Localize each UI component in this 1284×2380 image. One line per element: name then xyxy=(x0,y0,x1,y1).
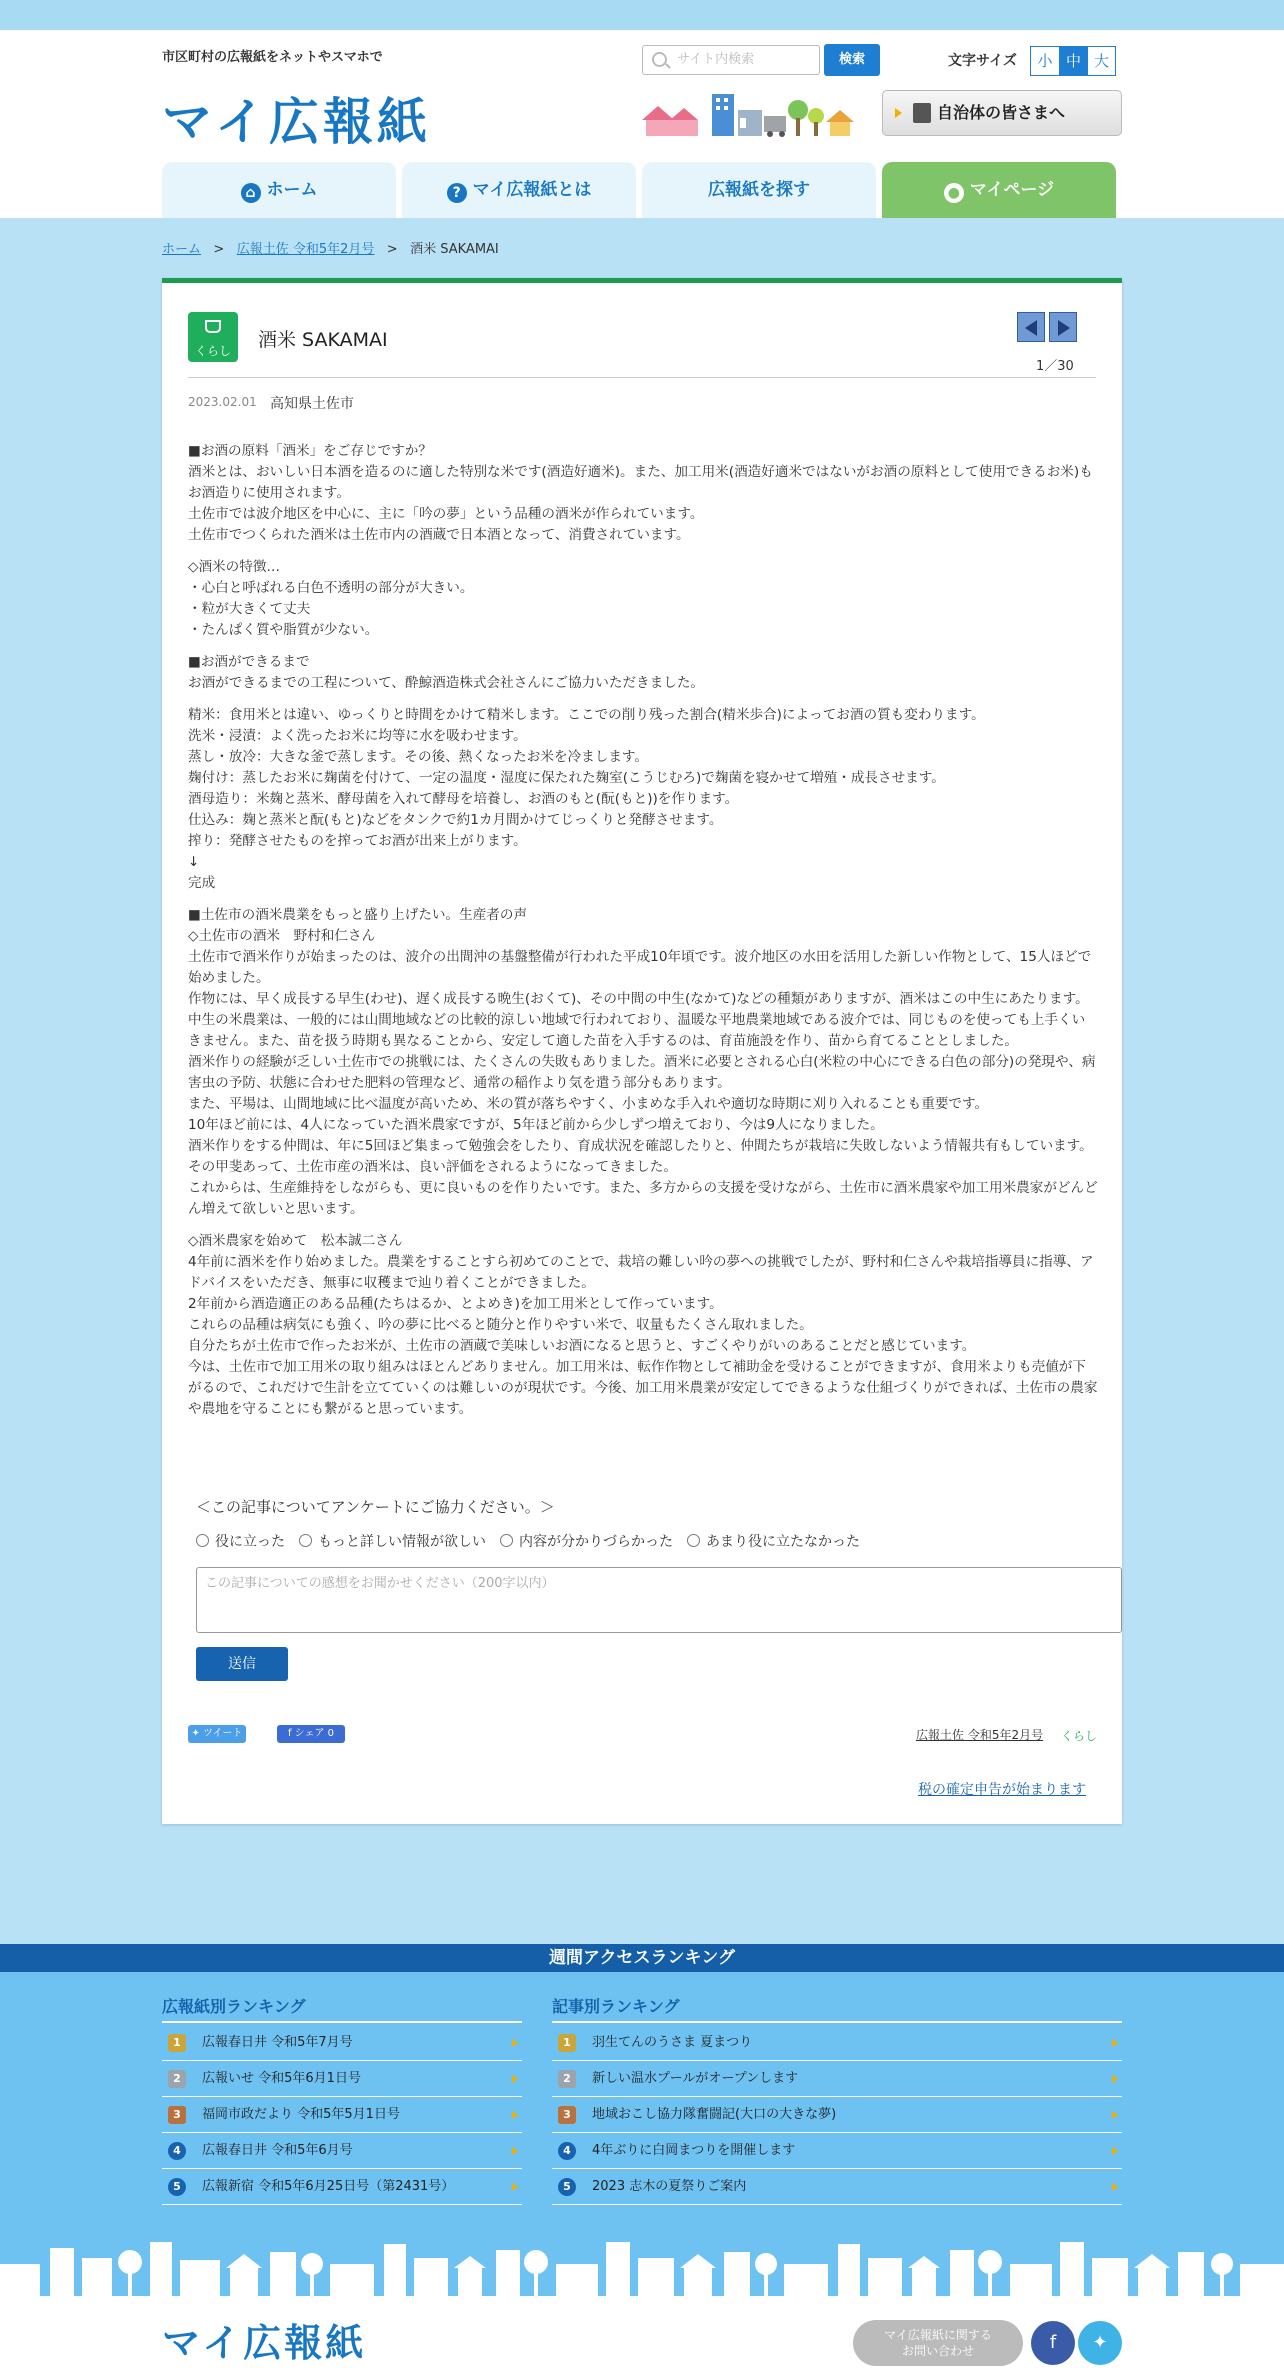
page-counter: 1／30 xyxy=(1036,359,1074,374)
paragraph: ■土佐市の酒米農業をもっと盛り上げたい。生産者の声 ◇土佐市の酒米 野村和仁さん 土佐市で酒米作りが始まったのは、波介の出間沖の基盤整備が行われた平成10年頃です。波介地区の水田を活用した新しい作物として、15人ほどで始めました。 作物には、早く成長する早生(わせ)、遅く成長する晩生(おくて)、その中間の中生(なかて)などの種類がありますが、酒米はこの中生にあたります。中生の米農業は、一般的には山間地域などの比較的涼しい地域で行われており、温暖な平地農業地域である波介では、同じものを使っても上手くいきません。また、苗を扱う時期も異なることから、安定して適した苗を入手するのは、育苗施設を作り、苗から育てることとしました。 酒米作りの経験が乏しい土佐市での挑戦には、たくさんの失敗もありました。酒米に必要とされる心白(米粒の中心にできる白色の部分)の発現や、病害虫の予防、状態に合わせた肥料の管理など、通常の稲作より気を遣う部分もあります。 また、平場は、山間地域に比べ温度が高いため、米の質が落ちやすく、小まめな手入れや適切な時期に刈り入れることも重要です。 10年ほど前には、4人になっていた酒米農家ですが、5年ほど前から少しずつ増えており、今は9人になりました。 酒米作りをする仲間は、年に5回ほど集まって勉強会をしたり、育成状況を確認したりと、仲間たちが栽培に失敗しないよう情報共有もしています。その甲斐あって、土佐市産の酒米は、良い評価をされるようになってきました。 これからは、生産維持をしながらも、更に良いものを作りたいです。また、多方からの支援を受けながら、土佐市に酒米農家や加工用米農家がどんどん増えて欲しいと思います。 xyxy=(188,907,1098,1217)
font-size-large[interactable]: 大 xyxy=(1087,47,1115,75)
town-illustration xyxy=(640,90,872,140)
article-body xyxy=(188,441,1098,1431)
arrow-icon xyxy=(1112,2183,1118,2191)
rank-4-icon: 4 xyxy=(558,2142,576,2160)
ranking-item[interactable] xyxy=(162,2133,522,2169)
article-pager-arrows xyxy=(1017,312,1081,346)
arrow-icon xyxy=(512,2183,518,2191)
divider xyxy=(188,377,1096,378)
ranking-item[interactable] xyxy=(162,2169,522,2205)
facebook-share-button[interactable] xyxy=(277,1725,345,1743)
arrow-icon xyxy=(1112,2075,1118,2083)
font-size-label: 文字サイズ xyxy=(948,53,1017,69)
gov-button[interactable] xyxy=(882,90,1122,136)
ranking-item-label: 新しい温水プールがオープンします xyxy=(592,2071,799,2086)
arrow-icon xyxy=(512,2075,518,2083)
font-size-small[interactable]: 小 xyxy=(1031,47,1059,75)
rank-3-icon: 3 xyxy=(168,2106,186,2124)
arrow-icon xyxy=(895,108,902,118)
ranking-item[interactable] xyxy=(552,2169,1122,2205)
textarea-placeholder: この記事についての感想をお聞かせください（200字以内） xyxy=(205,1576,555,1591)
ranking-item[interactable] xyxy=(162,2097,522,2133)
ranking-item-label: 広報春日井 令和5年6月号 xyxy=(202,2143,353,2158)
ranking-item-label: 福岡市政だより 令和5年5月1日号 xyxy=(202,2107,400,2122)
rank-1-icon: 1 xyxy=(168,2034,186,2052)
font-size-switcher xyxy=(1030,46,1116,76)
ranking-item-label: 羽生てんのうさま 夏まつり xyxy=(592,2035,753,2050)
breadcrumb-home[interactable]: ホーム xyxy=(162,242,202,257)
source-issue-link[interactable]: 広報土佐 令和5年2月号 xyxy=(916,1728,1044,1742)
next-article-link[interactable]: 税の確定申告が始まります xyxy=(918,1782,1086,1798)
breadcrumb-issue[interactable]: 広報土佐 令和5年2月号 xyxy=(236,242,375,257)
survey-option[interactable] xyxy=(196,1531,285,1551)
contact-label: マイ広報紙に関する お問い合わせ xyxy=(884,2328,992,2358)
skyline-illustration xyxy=(0,2234,1284,2296)
search-icon xyxy=(652,52,667,67)
rank-1-icon: 1 xyxy=(558,2034,576,2052)
search-placeholder: サイト内検索 xyxy=(677,52,755,67)
person-icon: ● xyxy=(944,183,964,203)
article-date: 2023.02.01 xyxy=(188,395,257,409)
ranking-item-label: 広報いせ 令和5年6月1日号 xyxy=(202,2071,361,2086)
question-icon: ? xyxy=(447,183,467,203)
radio-icon xyxy=(687,1534,700,1547)
ranking-heading: 週間アクセスランキング xyxy=(0,1944,1284,1972)
rank-5-icon: 5 xyxy=(168,2178,186,2196)
search-button[interactable]: 検索 xyxy=(824,44,880,76)
survey-options xyxy=(196,1531,874,1551)
paragraph: ■お酒ができるまで お酒ができるまでの工程について、酔鯨酒造株式会社さんにご協力いただきました。 xyxy=(188,654,705,691)
contact-button[interactable] xyxy=(853,2320,1023,2366)
rank-3-icon: 3 xyxy=(558,2106,576,2124)
survey-option-label: 役に立った xyxy=(215,1534,285,1550)
ranking-item[interactable] xyxy=(552,2061,1122,2097)
tab-home[interactable] xyxy=(162,162,396,218)
rank-2-icon: 2 xyxy=(558,2070,576,2088)
submit-button[interactable]: 送信 xyxy=(196,1647,288,1681)
paragraph: ■お酒の原料「酒米」をご存じですか？ 酒米とは、おいしい日本酒を造るのに適した特別な米です(酒造好適米)。また、加工用米(酒造好適米ではないがお酒の原料として使用できるお米)もお酒造りに使用されます。 土佐市では波介地区を中心に、主に「吟の夢」という品種の酒米が作られています。 土佐市でつくられた酒米は土佐市内の酒蔵で日本酒となって、消費されています。 xyxy=(188,443,1093,543)
site-logo[interactable]: マイ広報紙 xyxy=(162,93,431,151)
survey-option-label: もっと詳しい情報が欲しい xyxy=(318,1534,486,1550)
radio-icon xyxy=(500,1534,513,1547)
arrow-icon xyxy=(512,2111,518,2119)
article-card xyxy=(162,278,1122,1824)
tab-about[interactable] xyxy=(402,162,636,218)
tweet-label: ツイート xyxy=(203,1728,243,1739)
tab-mypage[interactable] xyxy=(882,162,1116,218)
category-badge xyxy=(188,312,238,362)
breadcrumb-sep: > xyxy=(205,242,233,257)
arrow-icon xyxy=(1112,2111,1118,2119)
document-icon xyxy=(913,103,931,123)
tweet-button[interactable] xyxy=(188,1725,246,1743)
arrow-icon xyxy=(1112,2039,1118,2047)
radio-icon xyxy=(196,1534,209,1547)
article-ranking xyxy=(552,1994,1122,2205)
prev-arrow-icon[interactable] xyxy=(1017,312,1045,342)
site-footer xyxy=(0,2296,1284,2380)
paragraph: ◇酒米農家を始めて 松本誠二さん 4年前に酒米を作り始めました。農業をすることすら初めてのことで、栽培の難しい吟の夢への挑戦でしたが、野村和仁さんや栽培指導員に指導、アドバイスをいただき、無事に収穫まで辿り着くことができました。 2年前から酒造適正のある品種(たちはるか、とよめき)を加工用米として作っています。 これらの品種は病気にも強く、吟の夢に比べると随分と作りやすい米で、収量もたくさん取れました。 自分たちが土佐市で作ったお米が、土佐市の酒蔵で美味しいお酒になると思うと、すごくやりがいのあることだと感じています。 今は、土佐市で加工用米の取り組みはほとんどありません。加工用米は、転作作物として補助金を受けることができますが、食用米よりも売値が下がるので、これだけで生計を立てていくのは難しいのが現状です。今後、加工用米農業が安定してできるような仕組づくりができれば、土佐市の農家や農地を守ることにも繋がると思っています。 xyxy=(188,1233,1098,1417)
arrow-icon xyxy=(512,2039,518,2047)
ranking-item[interactable] xyxy=(162,2061,522,2097)
paragraph: ◇酒米の特徴… ・心白と呼ばれる白色不透明の部分が大きい。 ・粒が大きくて丈夫 ・たんぱく質や脂質が少ない。 xyxy=(188,559,474,638)
ranking-item[interactable] xyxy=(552,2097,1122,2133)
ranking-item[interactable] xyxy=(162,2025,522,2061)
fb-share-label: シェア 0 xyxy=(294,1728,335,1739)
site-header xyxy=(0,30,1284,218)
article-title: 酒米 SAKAMAI xyxy=(258,329,388,351)
rank-5-icon: 5 xyxy=(558,2178,576,2196)
ranking-item-label: 広報春日井 令和5年7月号 xyxy=(202,2035,353,2050)
survey-option-label: あまり役に立たなかった xyxy=(706,1534,860,1550)
tab-home-label: ホーム xyxy=(266,180,318,200)
tab-search-label: 広報紙を探す xyxy=(708,180,810,200)
tab-about-label: マイ広報紙とは xyxy=(472,180,592,200)
facebook-icon[interactable]: f xyxy=(1031,2321,1075,2365)
rank-2-icon: 2 xyxy=(168,2070,186,2088)
home-icon: ⌂ xyxy=(241,183,261,203)
tagline: 市区町村の広報紙をネットやスマホで xyxy=(162,50,383,65)
radio-icon xyxy=(299,1534,312,1547)
category-tag[interactable]: くらし xyxy=(1061,1729,1098,1743)
tab-mypage-label: マイページ xyxy=(969,180,1055,200)
gov-button-label: 自治体の皆さまへ xyxy=(937,103,1066,122)
survey-option[interactable] xyxy=(687,1531,860,1551)
article-ranking-title: 記事別ランキング xyxy=(552,1994,1122,2023)
arrow-icon xyxy=(512,2147,518,2155)
survey-option[interactable] xyxy=(500,1531,673,1551)
issue-ranking-title: 広報紙別ランキング xyxy=(162,1994,522,2023)
search-input[interactable] xyxy=(642,45,820,75)
rank-4-icon: 4 xyxy=(168,2142,186,2160)
twitter-icon[interactable]: ✦ xyxy=(1078,2321,1122,2365)
top-strip xyxy=(0,0,1284,30)
ranking-item-label: 広報新宿 令和5年6月25日号（第2431号） xyxy=(202,2179,455,2194)
survey-heading: ＜この記事についてアンケートにご協力ください。＞ xyxy=(196,1498,555,1516)
main-nav xyxy=(162,162,1122,218)
breadcrumb xyxy=(162,238,499,257)
breadcrumb-sep: > xyxy=(378,242,406,257)
next-arrow-icon[interactable] xyxy=(1049,312,1077,342)
survey-option[interactable] xyxy=(299,1531,486,1551)
footer-logo[interactable]: マイ広報紙 xyxy=(162,2321,367,2365)
ranking-item-label: 地域おこし協力隊奮闘記(大口の大きな夢) xyxy=(592,2107,837,2122)
article-place: 高知県土佐市 xyxy=(270,396,354,412)
cup-icon xyxy=(205,320,221,333)
twitter-icon: ✦ xyxy=(191,1728,204,1739)
font-size-medium[interactable]: 中 xyxy=(1059,47,1087,75)
issue-ranking xyxy=(162,1994,522,2205)
ranking-section xyxy=(0,1944,1284,2274)
ranking-item[interactable] xyxy=(552,2133,1122,2169)
survey-option-label: 内容が分かりづらかった xyxy=(519,1534,673,1550)
ranking-item-label: 2023 志木の夏祭りご案内 xyxy=(592,2179,747,2194)
facebook-icon: f xyxy=(287,1728,295,1739)
survey-textarea[interactable] xyxy=(196,1567,1122,1633)
category-label: くらし xyxy=(194,344,231,358)
paragraph: 精米：食用米とは違い、ゆっくりと時間をかけて精米します。ここでの削り残った割合(精米歩合)によってお酒の質も変わります。 洗米・浸漬：よく洗ったお米に均等に水を吸わせます。 蒸し・放冷：大きな釜で蒸します。その後、熱くなったお米を冷まします。 麹付け：蒸したお米に麹菌を付けて、一定の温度・湿度に保たれた麹室(こうじむろ)で麹菌を寝かせて増殖・成長させます。 酒母造り：米麹と蒸米、酵母菌を入れて酵母を培養し、お酒のもと(酛(もと))を作ります。 仕込み：麹と蒸米と酛(もと)などをタンクで約1カ月間かけてじっくりと発酵させます。 搾り：発酵させたものを搾ってお酒が出来上がります。 ↓ 完成 xyxy=(188,707,985,891)
breadcrumb-current: 酒米 SAKAMAI xyxy=(410,242,499,257)
ranking-item-label: 4年ぶりに白岡まつりを開催します xyxy=(592,2143,796,2158)
arrow-icon xyxy=(1112,2147,1118,2155)
tab-search[interactable] xyxy=(642,162,876,218)
ranking-item[interactable] xyxy=(552,2025,1122,2061)
